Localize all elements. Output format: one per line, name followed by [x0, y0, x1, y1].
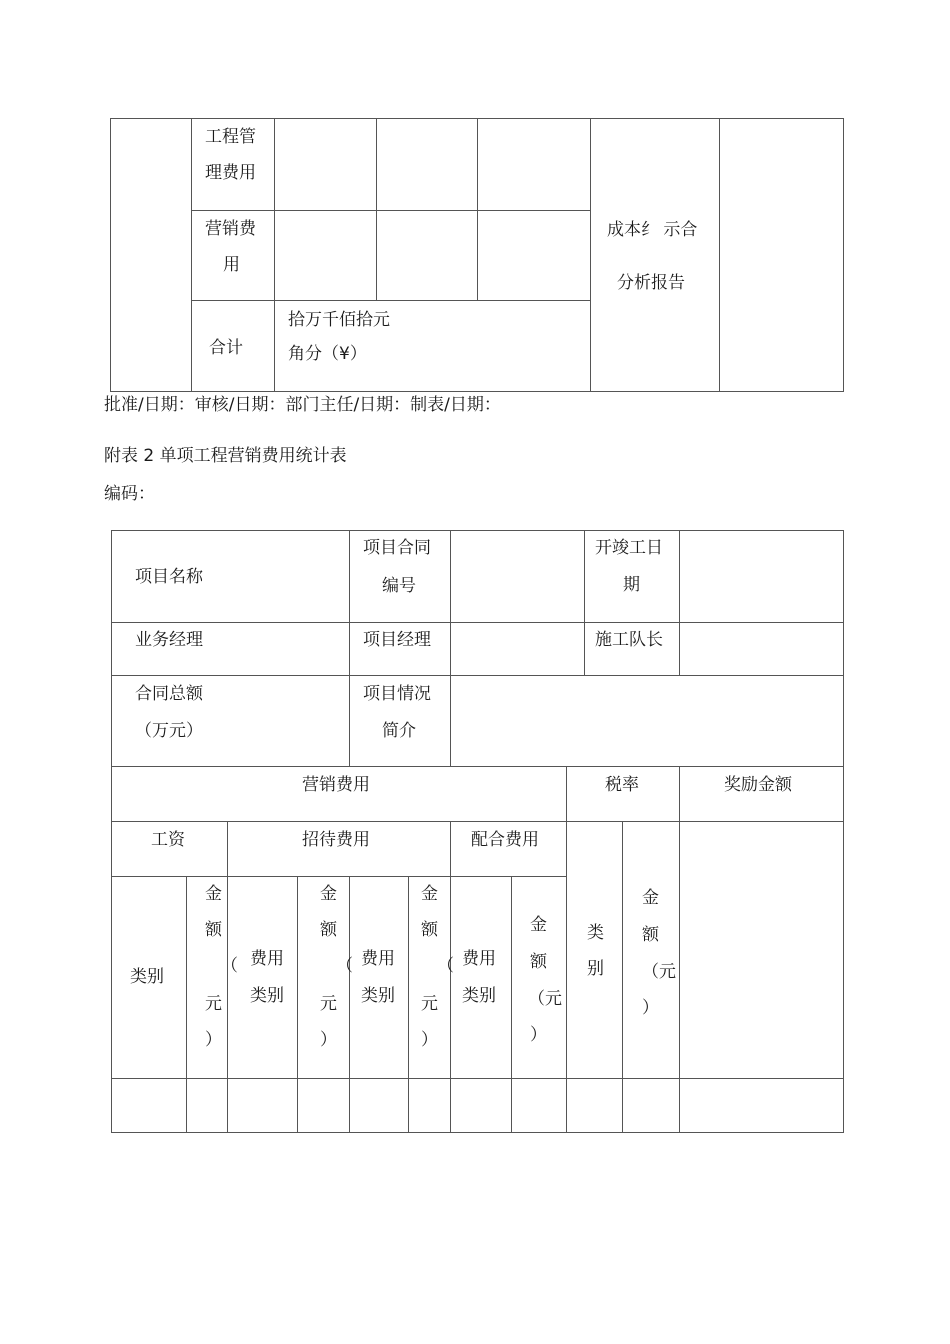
side-label-line: 成本纟 示合 — [607, 220, 698, 240]
col-divider — [408, 876, 409, 1133]
row-label-line: 理费用 — [205, 163, 256, 183]
table-border-right — [843, 118, 844, 392]
label-fee-category: 类别 — [250, 986, 284, 1006]
approval-line: 批准/日期：审核/日期：部门主任/日期：制表/日期： — [104, 395, 501, 415]
label-amount-char: 金 — [642, 888, 659, 908]
label-amount-char: 额 — [205, 920, 222, 940]
table2-title: 附表 2 单项工程营销费用统计表 — [104, 446, 347, 466]
label-construction-leader: 施工队长 — [595, 630, 663, 650]
label-amount-char: 额 — [320, 920, 337, 940]
col-divider — [349, 530, 350, 767]
row-label-line: 用 — [223, 255, 240, 275]
table-border-top — [111, 530, 844, 531]
label-fee-category: 费用 — [462, 949, 496, 969]
col-divider — [376, 118, 377, 301]
col-divider — [679, 530, 680, 676]
col-divider — [590, 118, 591, 392]
label-amount-char: ） — [530, 1025, 547, 1045]
label-amount-char: （ — [221, 956, 238, 976]
code-label: 编码： — [104, 484, 155, 504]
col-divider — [584, 530, 585, 676]
label-amount-char: 金 — [530, 915, 547, 935]
label-project-name: 项目名称 — [135, 567, 203, 587]
label-start-end-date: 开竣工日 — [595, 538, 663, 558]
label-amount-char: 金 — [421, 884, 438, 904]
table-border-left — [111, 530, 112, 1133]
col-divider — [622, 821, 623, 1133]
col-divider — [477, 118, 478, 301]
row-label-line: 工程管 — [205, 127, 256, 147]
label-project-intro: 项目情况 — [363, 684, 431, 704]
label-project-intro: 简介 — [382, 721, 416, 741]
col-divider — [566, 766, 567, 1133]
label-amount-char: 金 — [205, 884, 222, 904]
label-fee-category: 类别 — [462, 986, 496, 1006]
label-contract-no: 项目合同 — [363, 538, 431, 558]
label-amount-char: 额 — [642, 925, 659, 945]
row-divider — [191, 300, 590, 301]
col-divider — [719, 118, 720, 392]
col-divider — [274, 118, 275, 392]
row-divider — [111, 1078, 844, 1079]
row-label-line: 营销费 — [205, 219, 256, 239]
col-divider — [450, 530, 451, 767]
table-border-bottom — [110, 391, 844, 392]
row-divider — [111, 876, 567, 877]
table-border-bottom — [111, 1132, 844, 1133]
row-label-total: 合计 — [209, 338, 243, 358]
label-amount-char: ） — [320, 1030, 337, 1050]
label-amount-char: （元 — [528, 989, 562, 1009]
row-divider — [111, 622, 844, 623]
col-divider — [227, 821, 228, 1133]
label-amount-char: ） — [421, 1030, 438, 1050]
label-amount-char: （元 — [642, 962, 676, 982]
row-divider — [111, 821, 844, 822]
label-amount-char: 元 — [205, 994, 222, 1014]
col-divider — [186, 876, 187, 1133]
col-divider — [191, 118, 192, 392]
label-contract-total: 合同总额 — [135, 684, 203, 704]
table-border-right — [843, 530, 844, 1133]
label-contract-no: 编号 — [382, 576, 416, 596]
label-tax-rate: 税率 — [605, 775, 639, 795]
col-divider — [511, 876, 512, 1133]
row-divider — [111, 766, 844, 767]
label-amount-char: 金 — [320, 884, 337, 904]
label-amount-char: ） — [205, 1030, 222, 1050]
label-fee-category: 类别 — [361, 986, 395, 1006]
col-divider — [679, 766, 680, 1133]
col-divider — [349, 876, 350, 1133]
label-tax-category: 类 — [587, 923, 604, 943]
total-amount-units: 角分（¥） — [288, 344, 367, 364]
col-divider — [110, 118, 111, 392]
col-divider — [297, 876, 298, 1133]
label-contract-total: （万元） — [135, 721, 203, 741]
label-project-manager: 项目经理 — [363, 630, 431, 650]
label-amount-char: （ — [336, 956, 353, 976]
col-divider — [450, 821, 451, 1133]
label-entertainment-fee: 招待费用 — [302, 830, 370, 850]
label-amount-char: 额 — [530, 952, 547, 972]
label-marketing-fee: 营销费用 — [302, 775, 370, 795]
label-cooperation-fee: 配合费用 — [471, 830, 539, 850]
label-category: 类别 — [130, 967, 164, 987]
label-wages: 工资 — [151, 830, 185, 850]
label-tax-category: 别 — [587, 959, 604, 979]
label-amount-char: 额 — [421, 920, 438, 940]
label-fee-category: 费用 — [250, 949, 284, 969]
label-start-end-date: 期 — [623, 575, 640, 595]
label-amount-char: ） — [642, 998, 659, 1018]
label-amount-char: 元 — [421, 994, 438, 1014]
label-business-manager: 业务经理 — [135, 630, 203, 650]
label-amount-char: 元 — [320, 994, 337, 1014]
row-divider — [191, 210, 590, 211]
label-amount-char: （ — [437, 956, 454, 976]
label-reward-amount: 奖励金额 — [724, 775, 792, 795]
row-divider — [111, 675, 844, 676]
total-amount-units: 拾万千佰拾元 — [288, 310, 390, 330]
side-label-line: 分析报告 — [617, 273, 685, 293]
label-fee-category: 费用 — [361, 949, 395, 969]
